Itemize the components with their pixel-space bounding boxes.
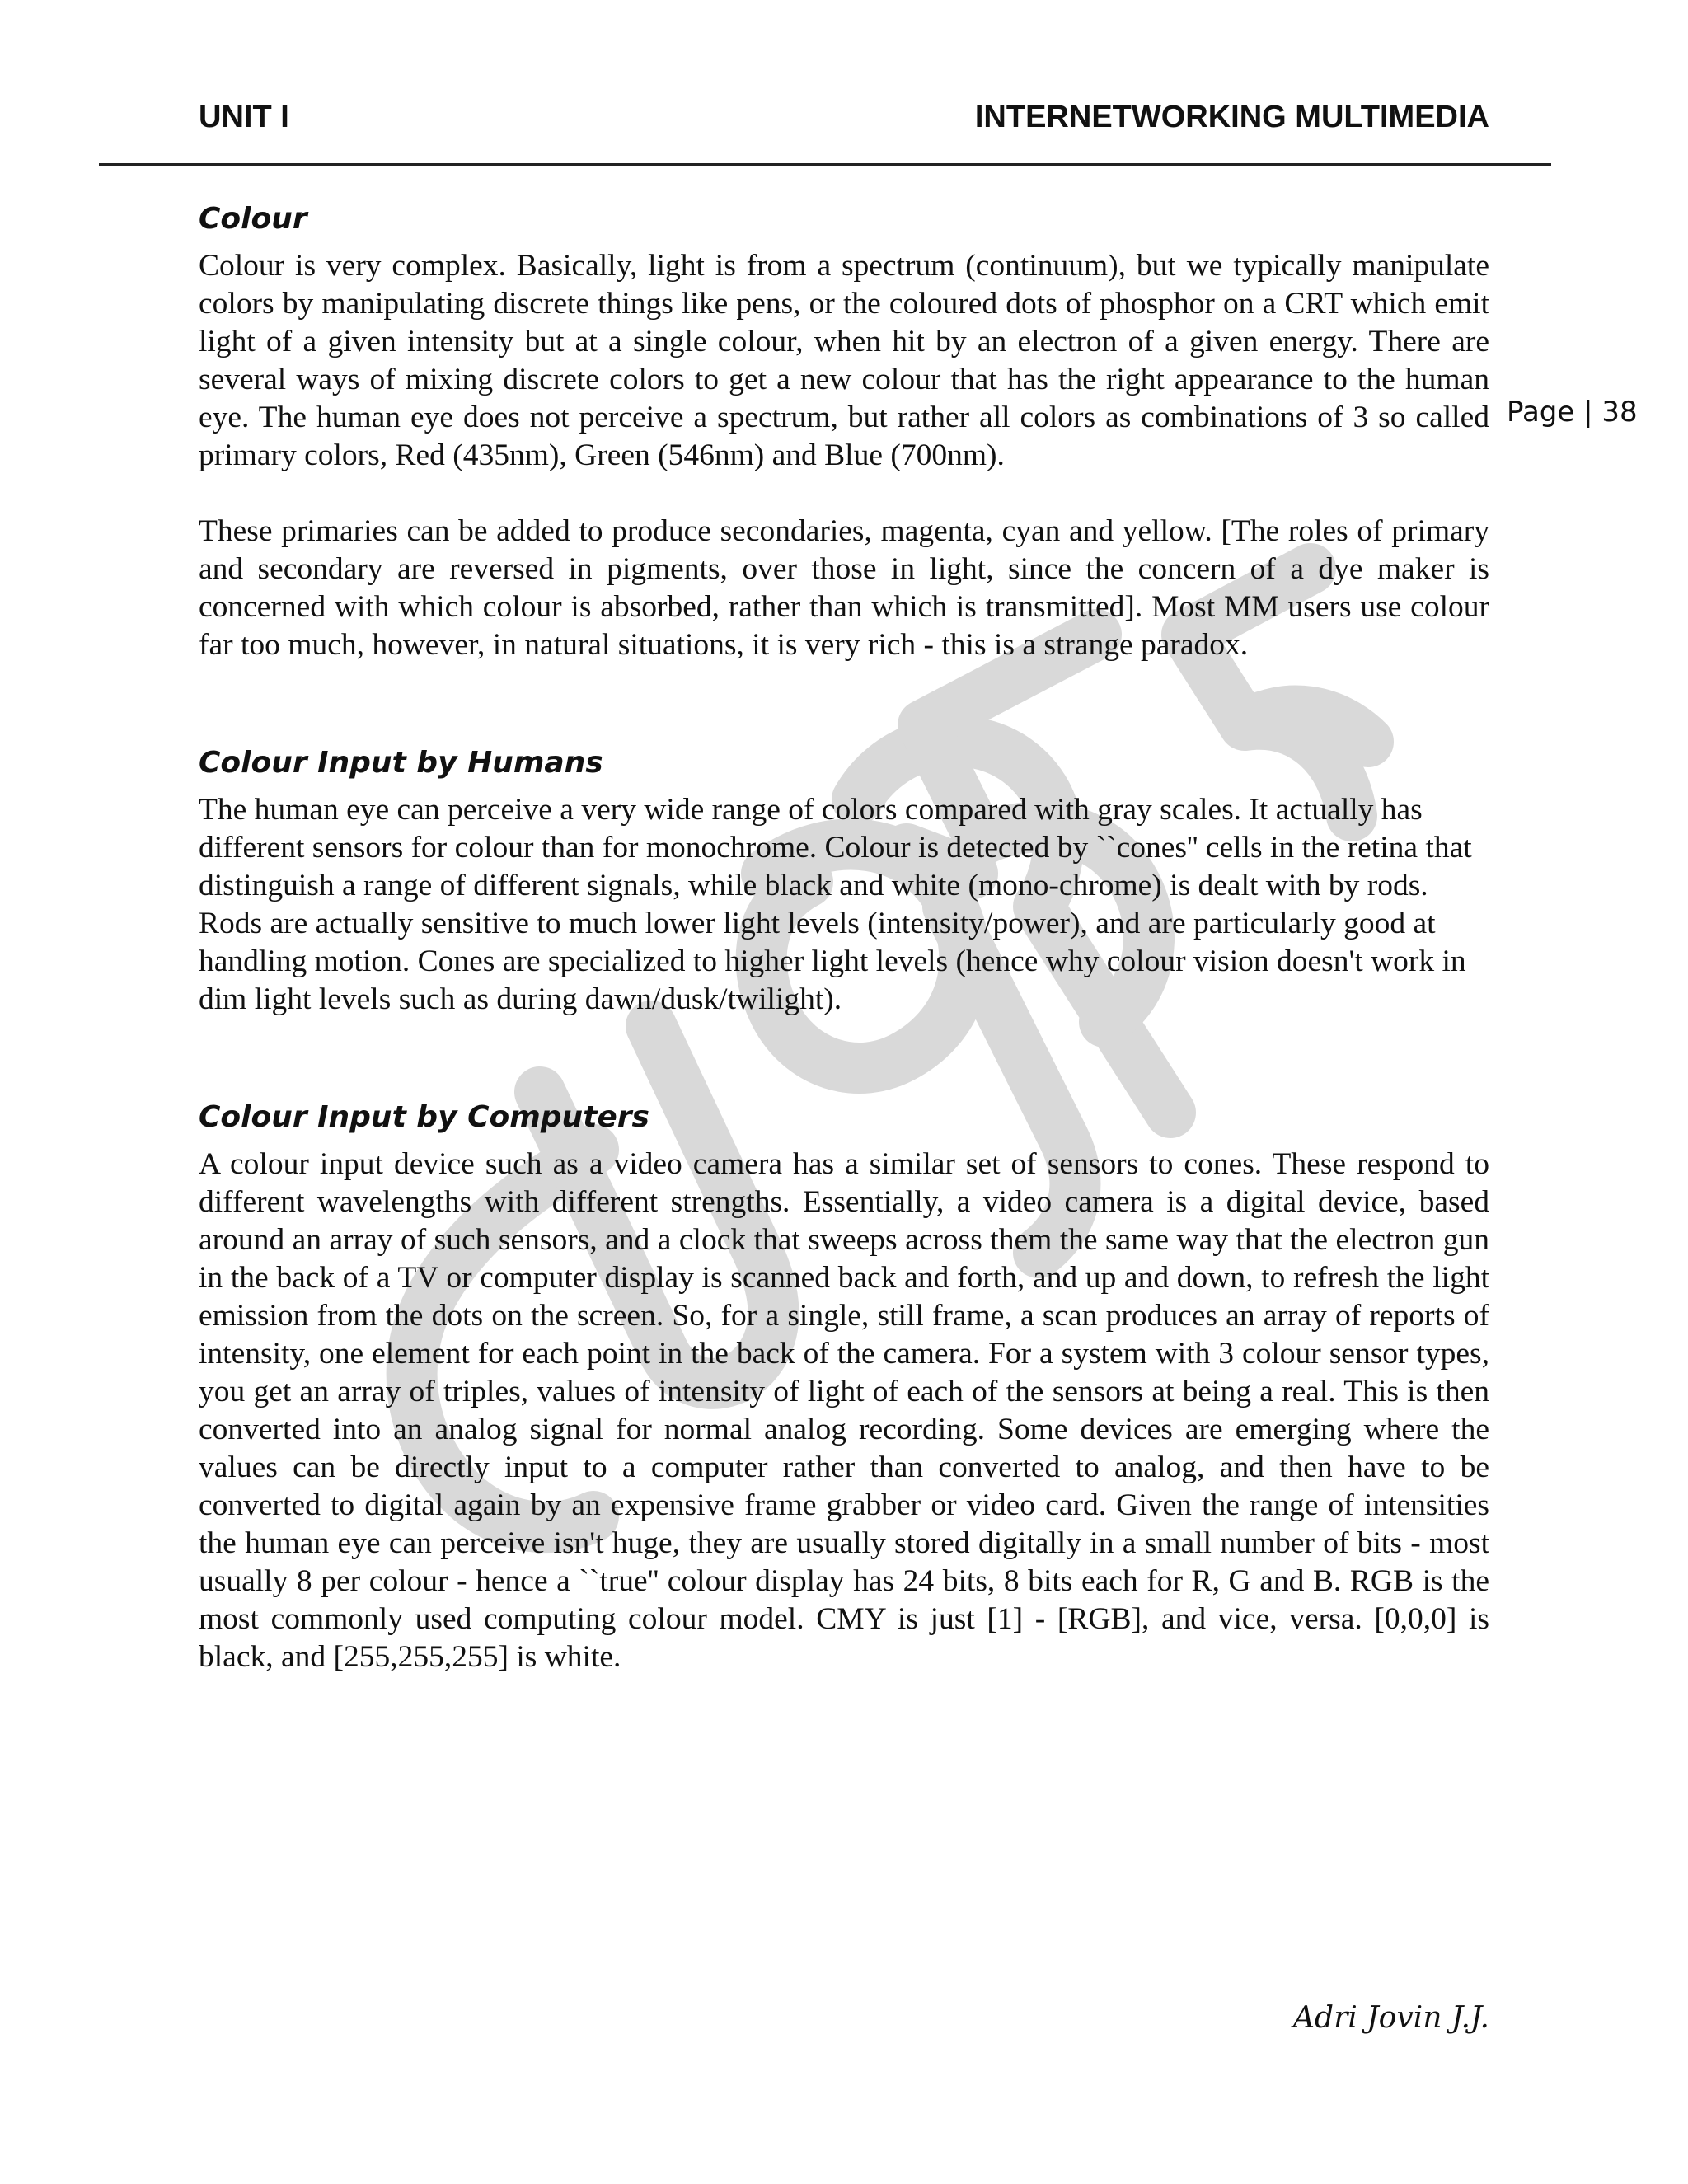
paragraph: These primaries can be added to produce secondaries, magenta, cyan and yellow. [The roles of primary and secondary are reversed in pigments, over those in light, since the concern of a dye maker is concerned with which colour is absorbed, rather than which is transmitted]. Most MM users use colour far too much, however, in natural situations, it is very rich - this is a strange paradox. <box>199 514 1489 662</box>
section-title: Colour Input by Computers <box>199 1100 649 1134</box>
header-divider <box>99 163 1551 166</box>
section-title: Colour <box>199 202 307 236</box>
section-title: Colour Input by Humans <box>199 746 603 780</box>
section-colour-input-computers <box>199 1094 1489 1676</box>
header-subject-title: INTERNETWORKING MULTIMEDIA <box>974 100 1489 134</box>
author-signature: Adri Jovin J.J. <box>1293 2001 1489 2035</box>
section-colour-input-humans <box>199 740 1489 1019</box>
paragraph: A colour input device such as a video camera has a similar set of sensors to cones. These respond to different wavelengths with different strengths. Essentially, a video camera is a digital device, based around an array of such sensors, and a clock that sweeps across them the same way that the electron gun in the back of a TV or computer display is scanned back and forth, and up and down, to refresh the light emission from the dots on the screen. So, for a single, still frame, a scan produces an array of reports of intensity, one element for each point in the back of the camera. For a system with 3 colour sensor types, you get an array of triples, values of intensity of light of each of the sensors at being a real. This is then converted into an analog signal for normal analog recording. Some devices are emerging where the values can be directly input to a computer rather than converted to analog, and then have to be converted to digital again by an expensive frame grabber or video card. Given the range of intensities the human eye can perceive isn't huge, they are usually stored digitally in a small number of bits - most usually 8 per colour - hence a ``true'' colour display has 24 bits, 8 bits each for R, G and B. RGB is the most commonly used computing colour model. CMY is just [1] - [RGB], and vice, versa. [0,0,0] is black, and [255,255,255] is white. <box>199 1147 1489 1674</box>
paragraph: The human eye can perceive a very wide range of colors compared with gray scales. It actually has different sensors for colour than for monochrome. Colour is detected by ``cones'' cells in the retina that distinguish a range of different signals, while black and white (mono-chrome) is dealt with by rods. Rods are actually sensitive to much lower light levels (intensity/power), and are particularly good at handling motion. Cones are specialized to higher light levels (hence why colour vision doesn't work in dim light levels such as during dawn/dusk/twilight). <box>199 793 1472 1016</box>
section-colour <box>199 196 1489 664</box>
paragraph: Colour is very complex. Basically, light is from a spectrum (continuum), but we typically manipulate colors by manipulating discrete things like pens, or the coloured dots of phosphor on a CRT which emit light of a given intensity but at a single colour, when hit by an electron of a given energy. There are several ways of mixing discrete colors to get a new colour that has the right appearance to the human eye. The human eye does not perceive a spectrum, but rather all colors as combinations of 3 so called primary colors, Red (435nm), Green (546nm) and Blue (700nm). <box>199 249 1489 472</box>
page-body <box>199 196 1489 1676</box>
running-header <box>199 92 1489 142</box>
header-unit-label: UNIT I <box>199 100 289 134</box>
page-number: Page | 38 <box>1507 396 1638 429</box>
